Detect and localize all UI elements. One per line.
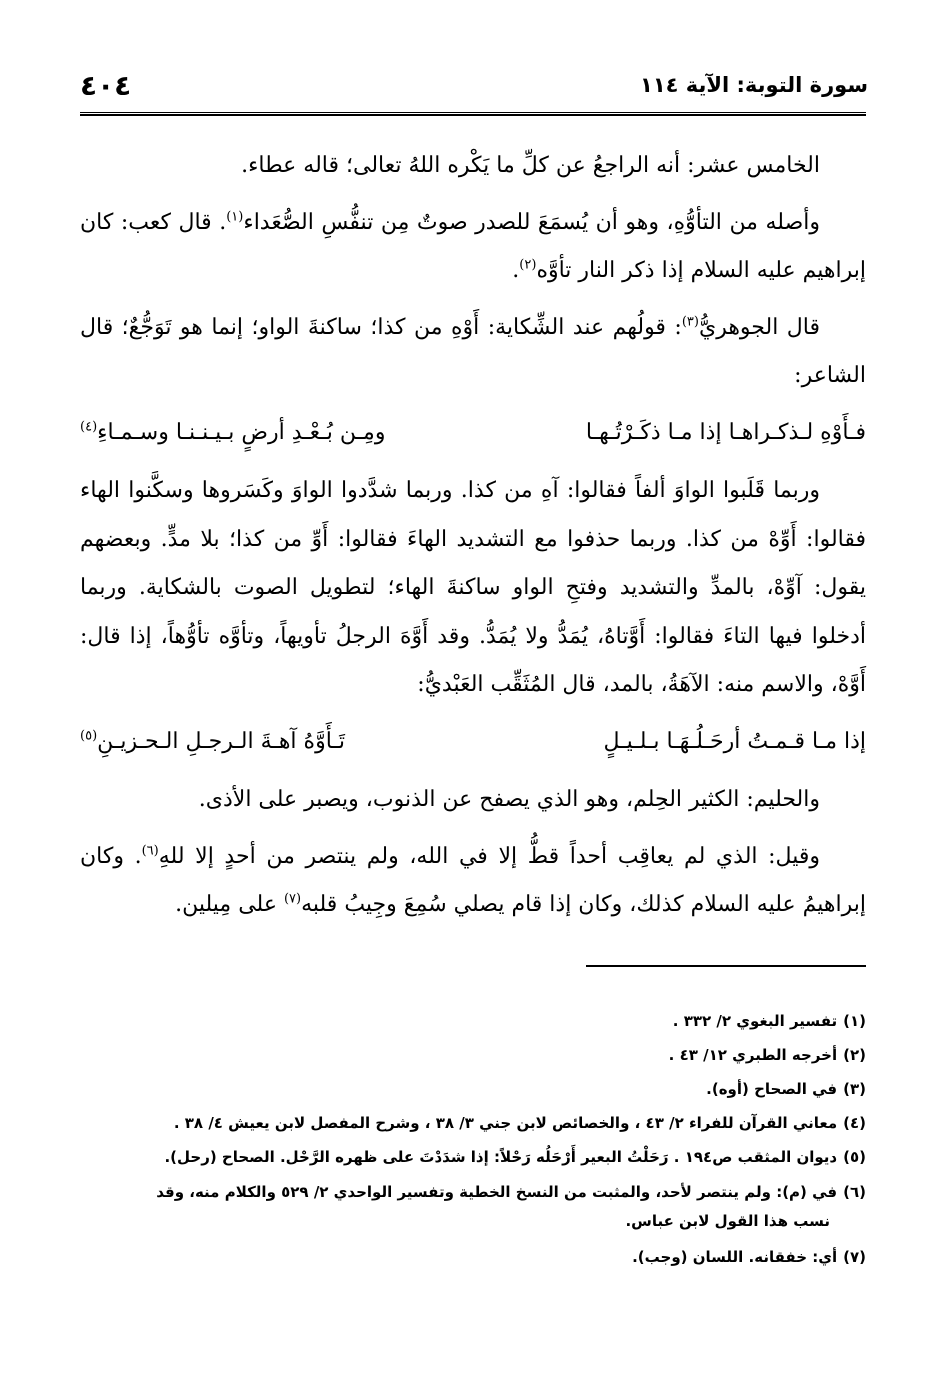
footnote-text: معاني القرآن للفراء ٢/ ٤٣ ، والخصائص لابن جني ٣/ ٣٨ ، وشرح المفصل لابن يعيش ٤/ ٣٨ .	[173, 1114, 838, 1132]
footnote-7	[80, 1240, 866, 1274]
footnote-5	[80, 1140, 866, 1174]
page-header	[80, 62, 868, 108]
footnote-marker-7[interactable]: (٧)	[283, 891, 302, 907]
header-divider	[80, 112, 866, 116]
verse-2-first-hemistich: إذا مـا قـمـتُ أرحَـلُـهَـا بـلـيـلٍ	[603, 728, 866, 754]
footnote-text: في الصحاح (أوه).	[706, 1080, 838, 1098]
footnote-3	[80, 1072, 866, 1106]
poetry-verse-1	[80, 409, 866, 458]
verse-1-second-hemistich: ومِـن بُـعْـدِ أرضٍ بـيـنـنـا وسـمـاءِ$^{(٤)}$	[80, 419, 386, 445]
footnote-number: (١)	[843, 1012, 866, 1030]
paragraph-qila: وقيل: الذي لم يعاقِب أحداً قطُّ إلا في الله، ولم ينتصر من أحدٍ إلا للهِ$^{(٦)}$. وكان إبراهيمُ عليه السلام كذلك، وكان إذا قام يصلي سُمِعَ وجِيبُ قلبه$^{(٧)}$ على مِيلين.	[80, 843, 866, 917]
footnote-number: (٢)	[843, 1046, 866, 1064]
footnote-text: أي: خفقانه. اللسان (وجب).	[632, 1248, 838, 1266]
paragraph-variants: وربما قَلَبوا الواوَ ألفاً فقالوا: آهِ من كذا. وربما شدَّدوا الواوَ وكَسَروها وسكَّنوا الهاء فقالوا: أَوِّهْ من كذا. وربما حذفوا مع التشديد الهاءَ فقالوا: أَوِّ من كذا؛ بلا مدٍّ. وبعضهم يقول: آوِّهْ، بالمدِّ والتشديد وفتحِ الواو ساكنةَ الهاء؛ لتطويل الصوت بالشكاية. وربما أدخلوا فيها التاءَ فقالوا: أَوَّتاهُ، يُمَدُّ ولا يُمَدُّ. وقد أَوَّهَ الرجلُ تأويهاً، وتأوَّه تأوُّهاً، إذا قال: أَوَّهْ، والاسم منه: الآهَةُ، بالمد، قال المُثَقِّب العَبْديُّ:	[80, 478, 866, 697]
footnote-6	[80, 1178, 866, 1206]
footnote-marker-4[interactable]: (٤)	[80, 419, 98, 435]
footnote-number: (٤)	[843, 1114, 866, 1132]
paragraph-origin-of-word: وأصله من التأوُّهِ، وهو أن يُسمَعَ للصدر صوتٌ مِن تنفُّسِ الصُّعَداء$^{(١)}$. قال كعب: كان إبراهيم عليه السلام إذا ذكر النار تأوَّه$^{(٢)}$.	[80, 209, 866, 283]
footnote-4	[80, 1106, 866, 1140]
footnote-number: (٥)	[843, 1148, 866, 1166]
paragraph-fifteenth-meaning: الخامس عشر: أنه الراجعُ عن كلِّ ما يَكْره اللهُ تعالى؛ قاله عطاء.	[241, 153, 820, 178]
footnote-divider	[586, 965, 866, 967]
verse-1-first-hemistich: فـأَوْهِ لـذكـراهـا إذا مـا ذكَـرْتُـهـا	[585, 419, 866, 445]
footnote-text: ديوان المثقب ص١٩٤ . رَحَلْتُ البعير أَرْحَلُه رَحْلاً: إذا شدَدْتَ على ظهره الرَّحْل. الصحاح (رحل).	[164, 1148, 838, 1166]
footnotes-section	[80, 1004, 866, 1274]
verse-2-second-hemistich: تَـأَوَّهُ آهـةَ الـرجـلِ الـحـزيـنِ$^{(٥)}$	[80, 728, 345, 754]
page-number: ٤٠٤	[80, 68, 132, 102]
paragraph-jawhari: قال الجوهريُّ$^{(٣)}$: قولُهم عند الشِّكاية: أَوْهِ من كذا؛ ساكنةَ الواو؛ إنما هو تَوَجُّعٌ؛ قال الشاعر:	[80, 314, 866, 388]
poetry-verse-2	[80, 718, 866, 767]
footnote-text: أخرجه الطبري ١٢/ ٤٣ .	[668, 1046, 838, 1064]
footnote-1	[80, 1004, 866, 1038]
footnote-text: في (م): ولم ينتصر لأحد، والمثبت من النسخ الخطية وتفسير الواحدي ٢/ ٥٢٩ والكلام منه، وقد	[156, 1183, 838, 1201]
footnote-marker-5[interactable]: (٥)	[80, 728, 98, 744]
running-title: سورة التوبة: الآية ١١٤	[640, 73, 868, 97]
footnote-marker-2[interactable]: (٢)	[519, 257, 537, 273]
paragraph-halim: والحليم: الكثير الحِلم، وهو الذي يصفح عن الذنوب، ويصبر على الأذى.	[198, 787, 820, 812]
footnote-6-continuation: نسب هذا القول لابن عباس.	[625, 1212, 830, 1230]
footnote-number: (٦)	[843, 1183, 866, 1201]
footnote-2	[80, 1038, 866, 1072]
footnote-text: تفسير البغوي ٢/ ٣٣٢ .	[672, 1012, 838, 1030]
footnote-marker-3[interactable]: (٣)	[681, 314, 699, 330]
footnote-marker-6[interactable]: (٦)	[141, 843, 159, 859]
footnote-marker-1[interactable]: (١)	[226, 209, 244, 225]
footnote-number: (٧)	[843, 1248, 866, 1266]
footnote-number: (٣)	[843, 1080, 866, 1098]
main-text	[80, 142, 866, 930]
